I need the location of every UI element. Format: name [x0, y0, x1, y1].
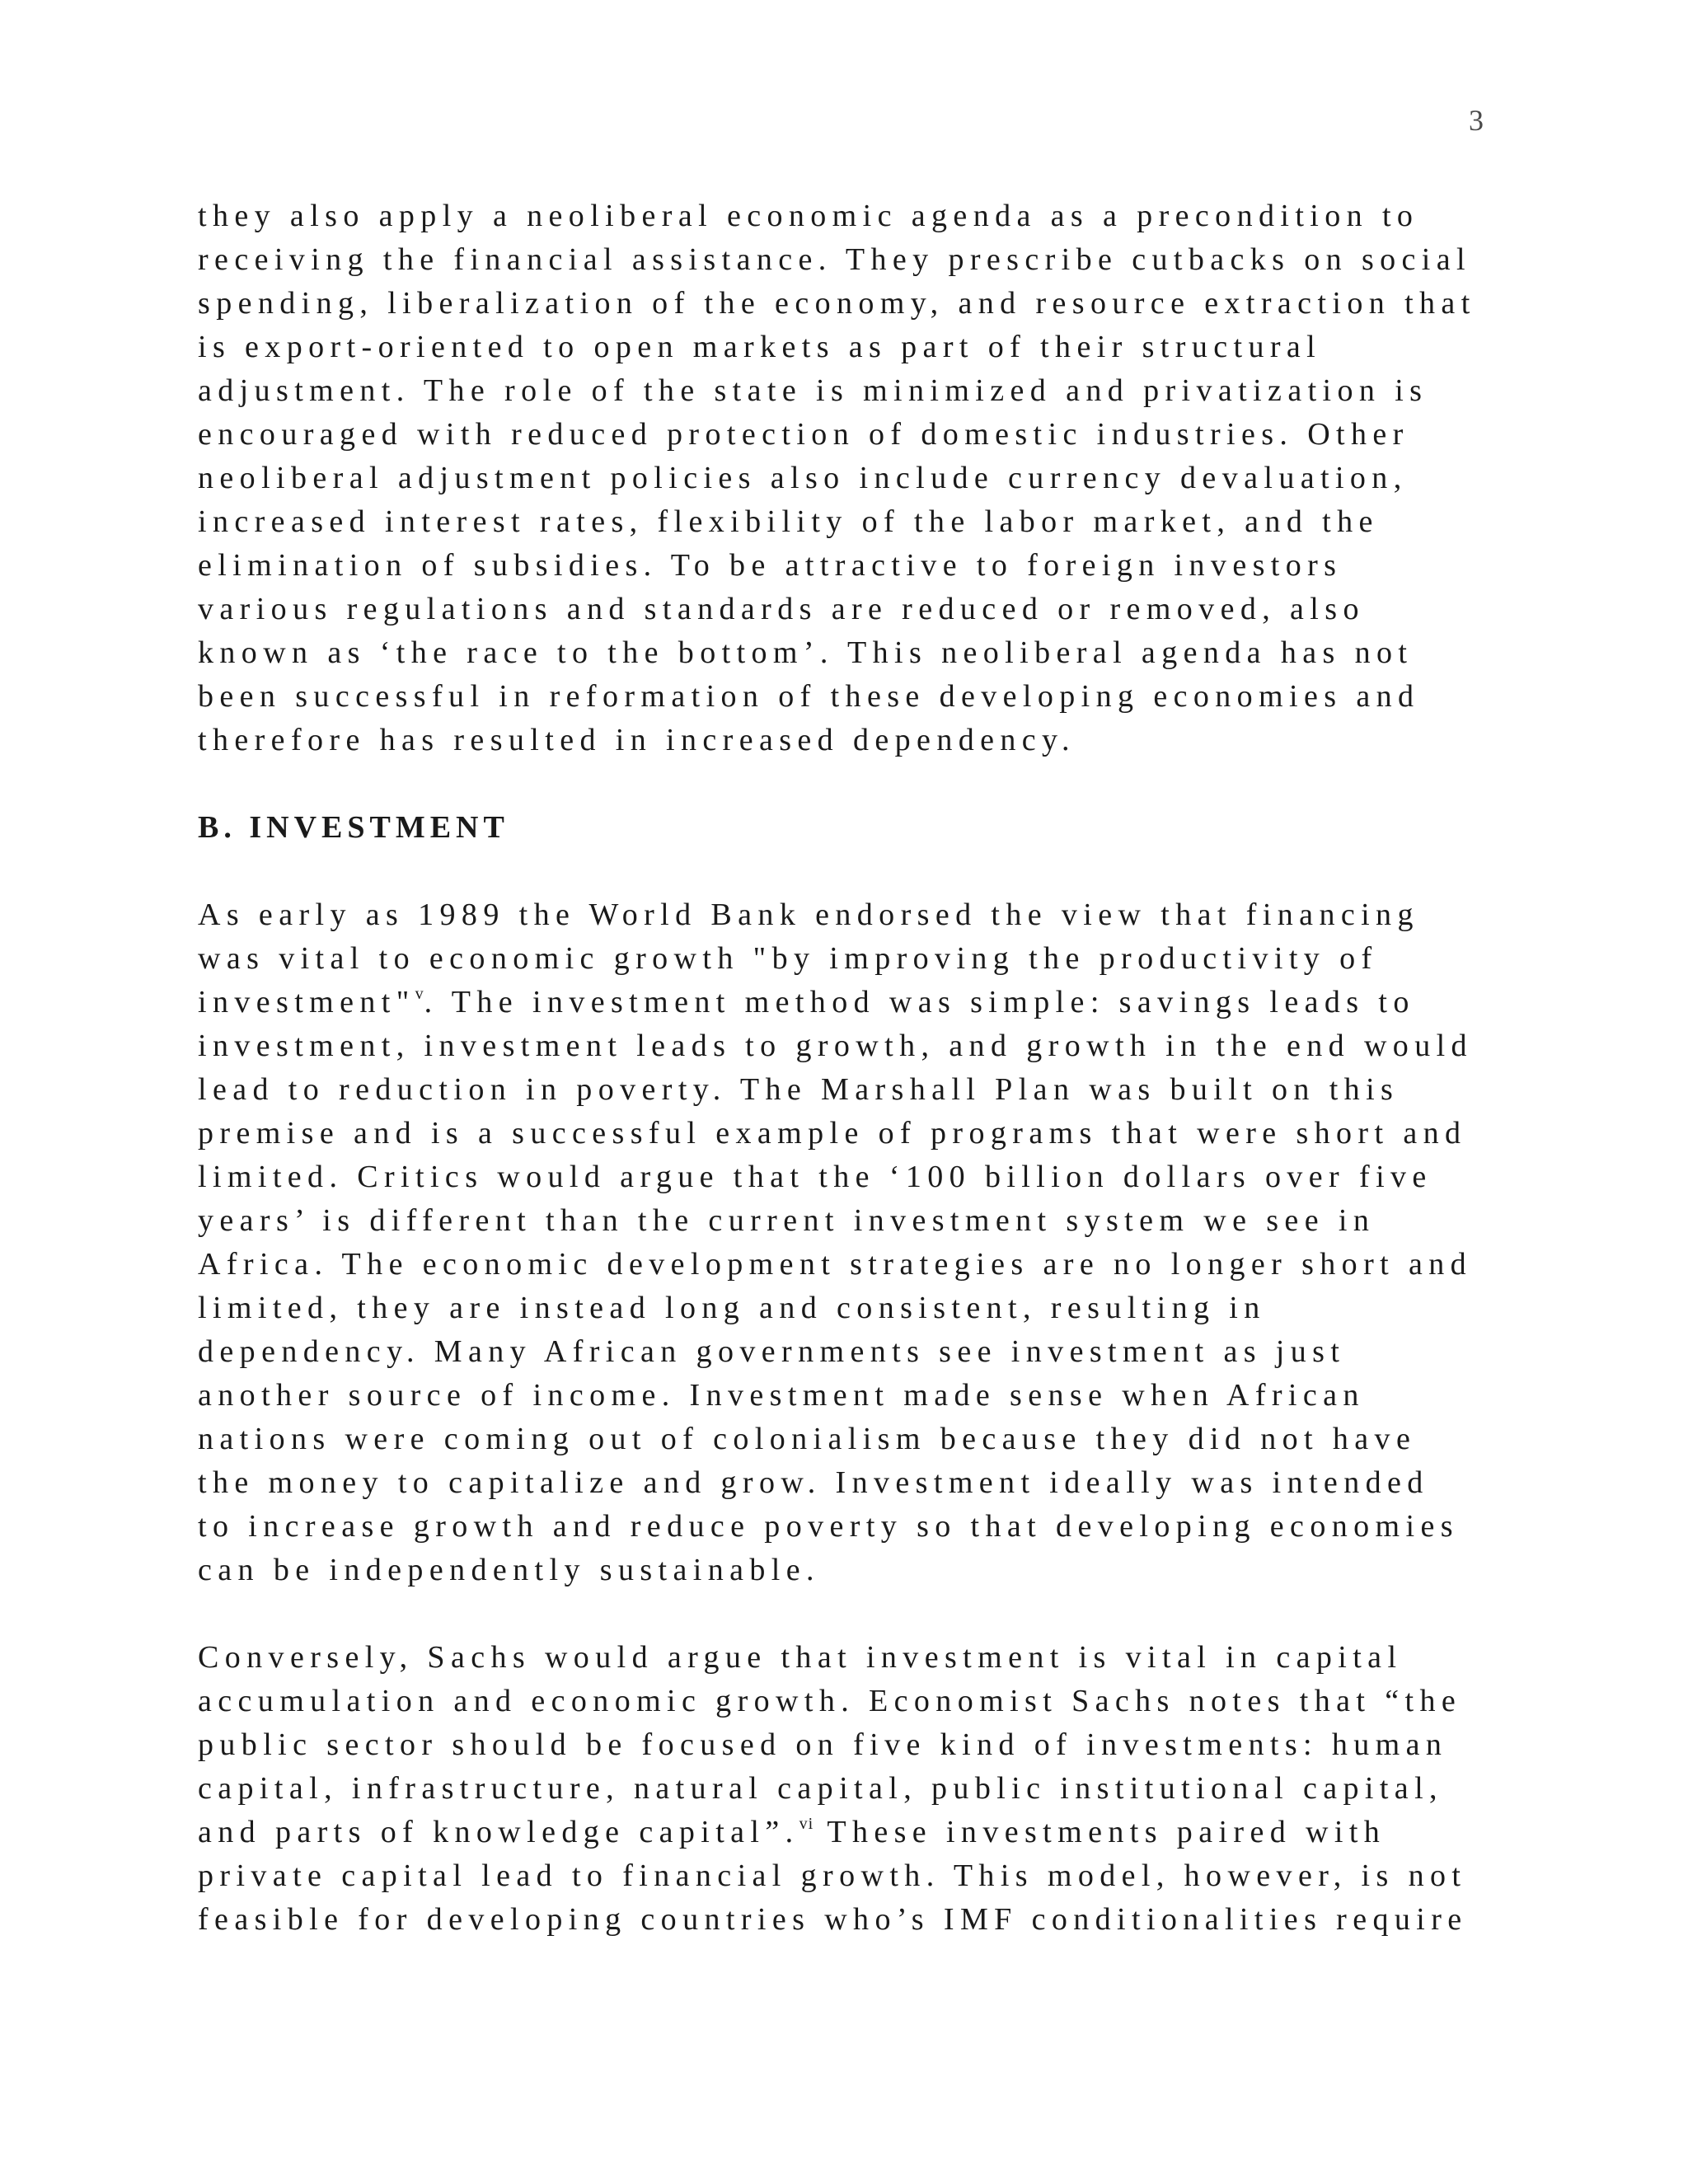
- text-line: [198, 1811, 1492, 1854]
- text-line: feasible for developing countries who’s IMF conditionalities require: [198, 1902, 1468, 1937]
- text-line: elimination of subsidies. To be attractive to foreign investors: [198, 548, 1343, 583]
- text-line: spending, liberalization of the economy, and resource extraction that: [198, 286, 1476, 321]
- endnote-marker: vi: [799, 1815, 814, 1833]
- document-body: [198, 194, 1492, 1942]
- text-line: limited, they are instead long and consistent, resulting in: [198, 1291, 1266, 1325]
- text-line: another source of income. Investment made sense when African: [198, 1378, 1365, 1413]
- paragraph-investment: [198, 893, 1492, 1592]
- text-line: been successful in reformation of these developing economies and: [198, 679, 1420, 714]
- text-line: the money to capitalize and grow. Investment ideally was intended: [198, 1465, 1429, 1500]
- text-line: is export-oriented to open markets as part of their structural: [198, 330, 1322, 364]
- text-line: they also apply a neoliberal economic agenda as a precondition to: [198, 199, 1419, 233]
- text-segment: investment": [198, 985, 415, 1019]
- text-line: Africa. The economic development strategies are no longer short and: [198, 1247, 1473, 1282]
- text-line: private capital lead to financial growth. This model, however, is not: [198, 1858, 1467, 1893]
- text-line: lead to reduction in poverty. The Marshall Plan was built on this: [198, 1072, 1400, 1107]
- endnote-marker: v: [415, 985, 424, 1003]
- paragraph-sachs: [198, 1636, 1492, 1942]
- section-heading: B. INVESTMENT: [198, 810, 509, 845]
- text-segment: These investments paired with: [814, 1815, 1386, 1849]
- text-line: nations were coming out of colonialism because they did not have: [198, 1422, 1417, 1456]
- text-line: was vital to economic growth "by improving the productivity of: [198, 941, 1378, 976]
- text-line: As early as 1989 the World Bank endorsed the view that financing: [198, 898, 1419, 932]
- page-number: 3: [1469, 104, 1484, 137]
- text-line: limited. Critics would argue that the ‘100 billion dollars over five: [198, 1160, 1432, 1194]
- text-line: increased interest rates, flexibility of the labor market, and the: [198, 504, 1379, 539]
- paragraph-spacer: [198, 1592, 1492, 1636]
- text-line: Conversely, Sachs would argue that investment is vital in capital: [198, 1640, 1403, 1675]
- text-line: accumulation and economic growth. Economist Sachs notes that “the: [198, 1684, 1462, 1718]
- text-line: therefore has resulted in increased dependency.: [198, 723, 1076, 757]
- text-segment: and parts of knowledge capital”.: [198, 1815, 799, 1849]
- text-line: public sector should be focused on five kind of investments: human: [198, 1727, 1448, 1762]
- text-segment: . The investment method was simple: savings leads to: [424, 985, 1415, 1019]
- text-line: various regulations and standards are reduced or removed, also: [198, 592, 1365, 626]
- text-line: years’ is different than the current investment system we see in: [198, 1203, 1376, 1238]
- text-line: receiving the financial assistance. They prescribe cutbacks on social: [198, 242, 1471, 277]
- text-line: [198, 981, 1492, 1024]
- text-line: investment, investment leads to growth, and growth in the end would: [198, 1029, 1473, 1063]
- text-line: premise and is a successful example of programs that were short and: [198, 1116, 1467, 1151]
- paragraph-neoliberal-agenda: [198, 194, 1492, 762]
- text-line: to increase growth and reduce poverty so that developing economies: [198, 1509, 1459, 1544]
- text-line: adjustment. The role of the state is minimized and privatization is: [198, 373, 1428, 408]
- text-line: dependency. Many African governments see investment as just: [198, 1334, 1346, 1369]
- text-line: neoliberal adjustment policies also include currency devaluation,: [198, 461, 1408, 495]
- text-line: known as ‘the race to the bottom’. This neoliberal agenda has not: [198, 635, 1414, 670]
- text-line: capital, infrastructure, natural capital, public institutional capital,: [198, 1771, 1443, 1806]
- text-line: encouraged with reduced protection of domestic industries. Other: [198, 417, 1409, 452]
- text-line: can be independently sustainable.: [198, 1553, 820, 1587]
